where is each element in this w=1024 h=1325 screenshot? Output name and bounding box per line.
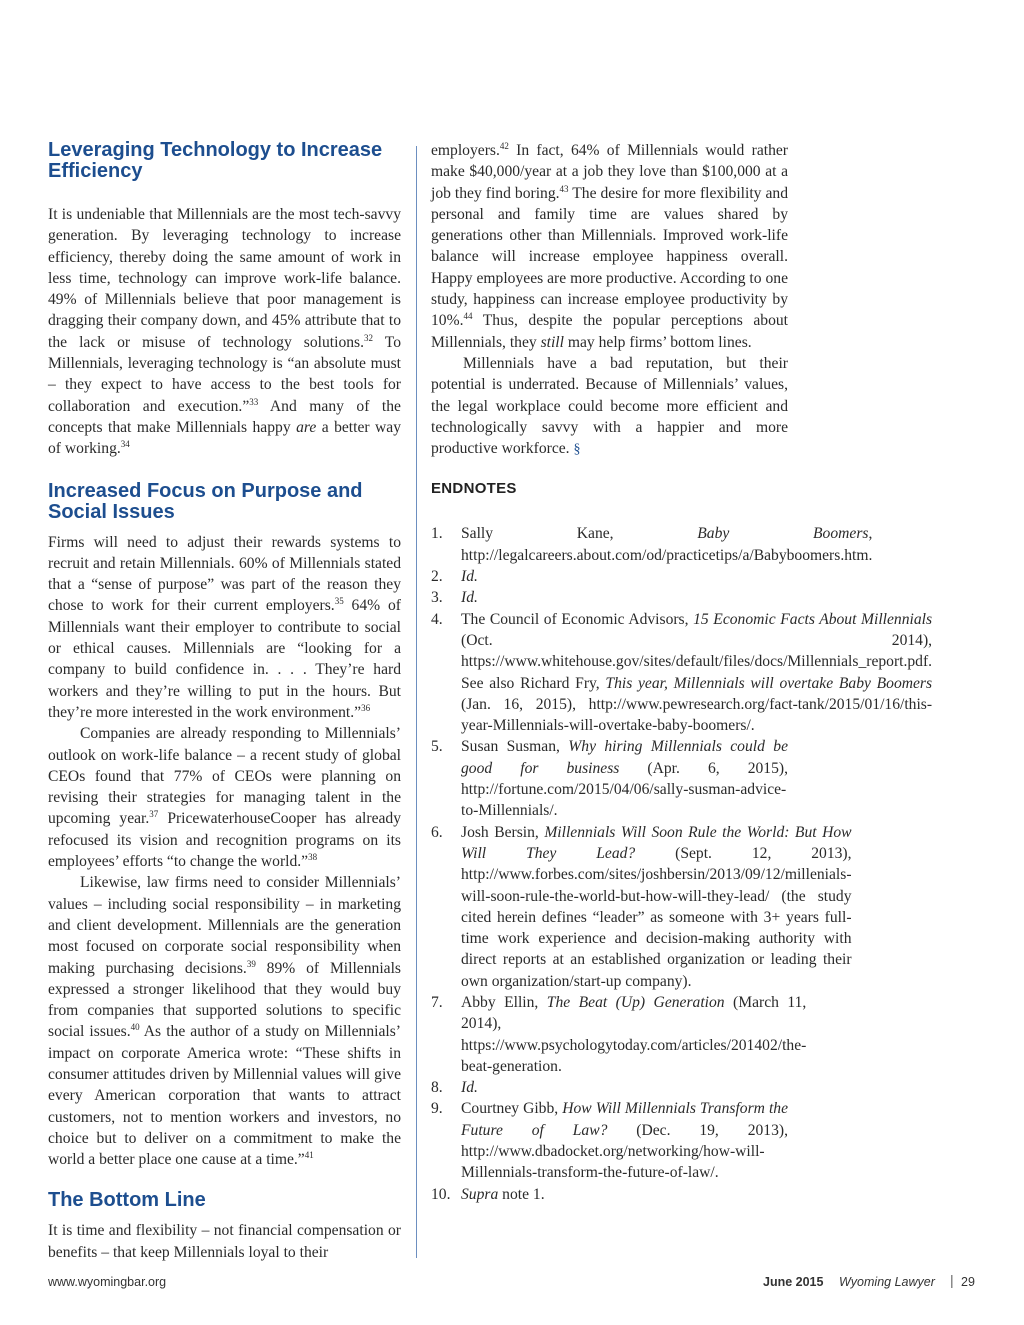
endnote-text [461, 523, 872, 566]
text-run: It is undeniable that Millennials are the most tech-savvy generation. By leveraging technology to increase efficiency, thereby doing the same amount of work in less time, technology can improve work-life balance. 49% of Millennials believe that poor management is dragging their company down, and 45% attribute that to the lack or misuse of technology solutions. [48, 206, 401, 351]
endnote-item [431, 992, 807, 1077]
endnote-text [461, 992, 806, 1077]
endnote-text [461, 1098, 788, 1183]
text-run: may help firms’ bottom lines. [563, 333, 752, 351]
text-run: In fact, 64% of Millennials would rather make $40,000/year at a job they love than $100,000 at a job they find boring. [431, 142, 788, 202]
endnote-number: 7. [431, 993, 443, 1011]
endnote-number: 2. [431, 568, 443, 586]
endnote-text [461, 587, 788, 608]
endnote-text [461, 822, 852, 992]
right-column [431, 140, 933, 1205]
italic-text: Millennials Will Soon Rule the World: But How Will They Lead? [461, 823, 852, 862]
paragraph-conclusion [431, 353, 788, 460]
endnote-item [431, 736, 788, 821]
endnote-item [431, 566, 788, 587]
endnote-number: 4. [431, 610, 443, 628]
italic-text: Id. [461, 568, 478, 586]
footnote-ref: 32 [364, 332, 374, 343]
endnote-item [431, 587, 788, 608]
paragraph-rewards [48, 532, 401, 724]
heading-purpose-social: Increased Focus on Purpose and Social Issues [48, 479, 363, 523]
endnote-text [461, 566, 788, 587]
paragraph-law-firms [48, 872, 401, 1170]
italic-text: Id. [461, 1079, 478, 1097]
text-run: note 1. [498, 1185, 545, 1203]
text-run: (Sept. 12, 2013), http://www.forbes.com/sites/joshbersin/2013/09/12/millenials-will-soon-rule-the-world-but-how-will-they-lead/ (the study cited herein defines “leader” as someone with 3+ years full-time work experience and decision-making authority with direct reports at an established organization or leading their own organization/start-up company). [461, 844, 852, 990]
text-run: Susan Susman, [461, 738, 569, 756]
footer-separator: | [950, 1272, 954, 1288]
paragraph-employers [431, 140, 788, 353]
page-number: 29 [961, 1275, 975, 1289]
text-run: Millennials have a bad reputation, but their potential is underrated. Because of Millennials’ values, the legal workplace could become more efficient and technologically savvy with a happier and more productive workforce. [431, 354, 788, 458]
text-run: Courtney Gibb, [461, 1100, 563, 1118]
text-run: Likewise, law firms need to consider Millennials’ values – including social responsibility – in marketing and client development. Millennials are the generation most focused on corporate social responsibility when making purchasing decisions. [48, 874, 401, 977]
endnote-item [431, 523, 873, 566]
text-run: The desire for more flexibility and personal and family time are values shared by generations other than Millennials. Improved work-life balance will increase employee happiness overall. Happy employees are more productive. According to one study, happiness can increase employee productivity by 10%. [431, 184, 788, 330]
endnote-number: 8. [431, 1079, 443, 1097]
endnote-number: 1. [431, 525, 443, 543]
text-run: To Millennials, leveraging technology is “an absolute must – they expect to have access to the best tools for collaboration and execution.” [48, 333, 401, 415]
footnote-ref: 39 [246, 958, 256, 969]
text-run: Abby Ellin, [461, 993, 547, 1011]
endnote-text [461, 1077, 788, 1098]
paragraph-companies [48, 723, 401, 872]
end-mark-icon: § [573, 442, 581, 458]
column-divider [416, 146, 417, 1258]
italic-text: Why hiring Millennials could be good for business [461, 738, 788, 777]
footnote-ref: 38 [308, 852, 318, 863]
endnote-text [461, 736, 788, 821]
italic-text: Supra [461, 1185, 499, 1203]
text-run: 64% of Millennials want their employer to contribute to social or ethical causes. Millennials are “looking for a company to build confidence in. . . . They’re hard workers and they’re willing to put in the hours. But they’re more interested in the work environment.” [48, 597, 402, 721]
endnote-item [431, 1184, 788, 1205]
text-run: (Jan. 16, 2015), http://www.pewresearch.org/fact-tank/2015/01/16/this-year-Millennials-will-overtake-baby-boomers/. [461, 695, 933, 735]
text-run: It is time and flexibility – not financial compensation or benefits – that keep Millennials loyal to their [48, 1222, 401, 1261]
footnote-ref: 37 [149, 809, 159, 820]
text-run: (Oct. 2014), https://www.whitehouse.gov/sites/default/files/docs/Millennials_report.pdf. See also Richard Fry, [461, 631, 933, 692]
footer-publication: Wyoming Lawyer [839, 1275, 935, 1289]
footnote-ref: 35 [334, 596, 344, 607]
italic-text: Baby Boomers [697, 525, 869, 543]
paragraph-bottom-line [48, 1220, 401, 1263]
text-run: Sally Kane, [461, 525, 698, 543]
text-run: PricewaterhouseCooper has already refocused its vision and recognition programs on its employees’ efforts “to change the world.” [48, 810, 401, 871]
footnote-ref: 44 [463, 311, 473, 322]
text-run: Josh Bersin, [461, 823, 545, 841]
italic-text: are [296, 418, 317, 436]
footnote-ref: 41 [304, 1150, 314, 1161]
footnote-ref: 43 [559, 183, 569, 194]
text-run: Companies are already responding to Millennials’ outlook on work-life balance – a recent study of global CEOs found that 77% of CEOs were planning on revising their strategies for managing talent in the upcoming year. [48, 725, 401, 828]
italic-text: This year, Millennials will overtake Baby Boomers [605, 674, 933, 692]
endnote-number: 3. [431, 589, 443, 607]
text-run: (Dec. 19, 2013), http://www.dbadocket.org/networking/how-will-Millennials-transform-the-future-of-law/. [461, 1121, 788, 1182]
footnote-ref: 34 [120, 439, 130, 450]
text-run: And many of the concepts that make Millennials happy [48, 397, 401, 436]
conclusion-text [431, 355, 788, 457]
text-run: (Apr. 6, 2015), http://fortune.com/2015/04/06/sally-susman-advice-to-Millennials/. [461, 759, 788, 820]
endnote-number: 9. [431, 1100, 443, 1118]
italic-text: 15 Economic Facts About Millennials [693, 610, 933, 628]
paragraph-technology [48, 204, 401, 460]
footnote-ref: 42 [499, 141, 509, 151]
text-run: , http://legalcareers.about.com/od/practicetips/a/Babyboomers.htm. [461, 525, 873, 564]
text-run: 89% of Millennials expressed a stronger likelihood that they would buy from companies that supported solutions to specific social issues. [48, 959, 401, 1041]
endnote-item [431, 1098, 788, 1183]
endnote-number: 5. [431, 738, 443, 756]
endnote-text [461, 1184, 788, 1205]
endnote-text [461, 609, 932, 737]
footnote-ref: 33 [249, 396, 259, 407]
italic-text: How Will Millennials Transform the Future of Law? [461, 1100, 789, 1139]
endnote-number: 6. [431, 823, 443, 841]
footnote-ref: 36 [361, 702, 371, 713]
text-run: Firms will need to adjust their rewards systems to recruit and retain Millennials. 60% of Millennials stated that a “sense of purpose” was part of the reason they chose to work for their current employers. [48, 533, 401, 615]
footnote-ref: 40 [130, 1022, 140, 1033]
text-run: employers. [431, 142, 500, 159]
text-run: (March 11, 2014), https://www.psychologytoday.com/articles/201402/the-beat-generation. [461, 993, 807, 1075]
endnote-number: 10. [431, 1185, 451, 1203]
left-column [48, 140, 401, 1263]
endnote-item [431, 609, 933, 737]
heading-leveraging-technology: Leveraging Technology to Increase Efficiency [48, 139, 383, 182]
italic-text: still [540, 333, 564, 351]
italic-text: Id. [461, 589, 478, 607]
footer-date: June 2015 [763, 1275, 824, 1289]
text-run: a better way of working. [48, 418, 402, 458]
endnotes-list [431, 523, 933, 1205]
heading-bottom-line: The Bottom Line [48, 1189, 206, 1212]
italic-text: The Beat (Up) Generation [546, 993, 725, 1011]
text-run: The Council of Economic Advisors, [461, 610, 694, 628]
endnote-item [431, 822, 852, 992]
endnotes-heading: ENDNOTES [431, 480, 517, 498]
footer-url[interactable]: www.wyomingbar.org [48, 1275, 167, 1289]
text-run: Thus, despite the popular perceptions about Millennials, they [431, 312, 788, 351]
text-run: As the author of a study on Millennials’ impact on corporate America wrote: “These shifts in consumer attitudes driven by Millennial values will give every American corporation that wants to attract customers, not to mention workers and investors, no choice but to deliver on a commitment to make the world a better place one cause at a time.” [48, 1023, 401, 1169]
endnote-item [431, 1077, 788, 1098]
